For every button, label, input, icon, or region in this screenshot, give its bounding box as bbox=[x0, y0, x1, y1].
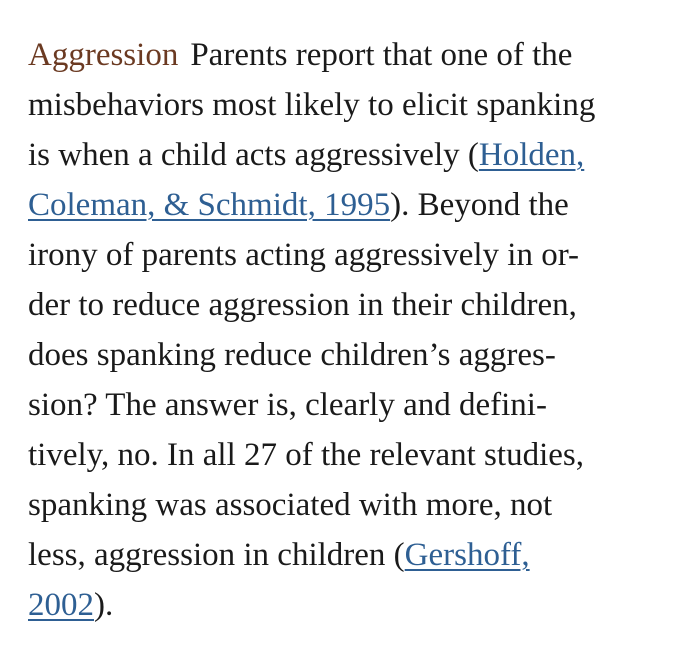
citation-link-gershoff-2002[interactable]: Gershoff, bbox=[404, 537, 530, 573]
line-text: misbehaviors most likely to elicit spanking bbox=[28, 87, 596, 123]
text-line bbox=[28, 230, 688, 280]
line-text: less, aggression in children ( bbox=[28, 537, 405, 573]
line-text: irony of parents acting aggressively in or- bbox=[28, 237, 580, 273]
line-text: does spanking reduce children’s aggres- bbox=[28, 337, 556, 373]
line-text: spanking was associated with more, not bbox=[28, 487, 553, 523]
citation-link-holden-1995-cont[interactable]: Coleman, & Schmidt, 1995 bbox=[28, 187, 391, 223]
text-passage bbox=[28, 30, 688, 630]
text-line bbox=[28, 380, 688, 430]
text-line bbox=[28, 480, 688, 530]
line-text: ). bbox=[94, 587, 114, 623]
text-line bbox=[28, 530, 688, 580]
text-line bbox=[28, 280, 688, 330]
section-heading: Aggression bbox=[28, 37, 179, 73]
line-text: tively, no. In all 27 of the relevant studies, bbox=[28, 437, 584, 473]
citation-link-gershoff-2002-cont[interactable]: 2002 bbox=[28, 587, 94, 623]
text-line bbox=[28, 30, 688, 80]
text-line bbox=[28, 80, 688, 130]
text-line bbox=[28, 580, 688, 630]
line-text: ). Beyond the bbox=[390, 187, 569, 223]
text-line bbox=[28, 180, 688, 230]
text-line bbox=[28, 130, 688, 180]
line-text: Parents report that one of the bbox=[190, 37, 573, 73]
text-line bbox=[28, 430, 688, 480]
line-text: der to reduce aggression in their children, bbox=[28, 287, 577, 323]
citation-link-holden-1995[interactable]: Holden, bbox=[478, 137, 585, 173]
line-text: sion? The answer is, clearly and defini- bbox=[28, 387, 547, 423]
text-line bbox=[28, 330, 688, 380]
line-text: is when a child acts aggressively ( bbox=[28, 137, 479, 173]
